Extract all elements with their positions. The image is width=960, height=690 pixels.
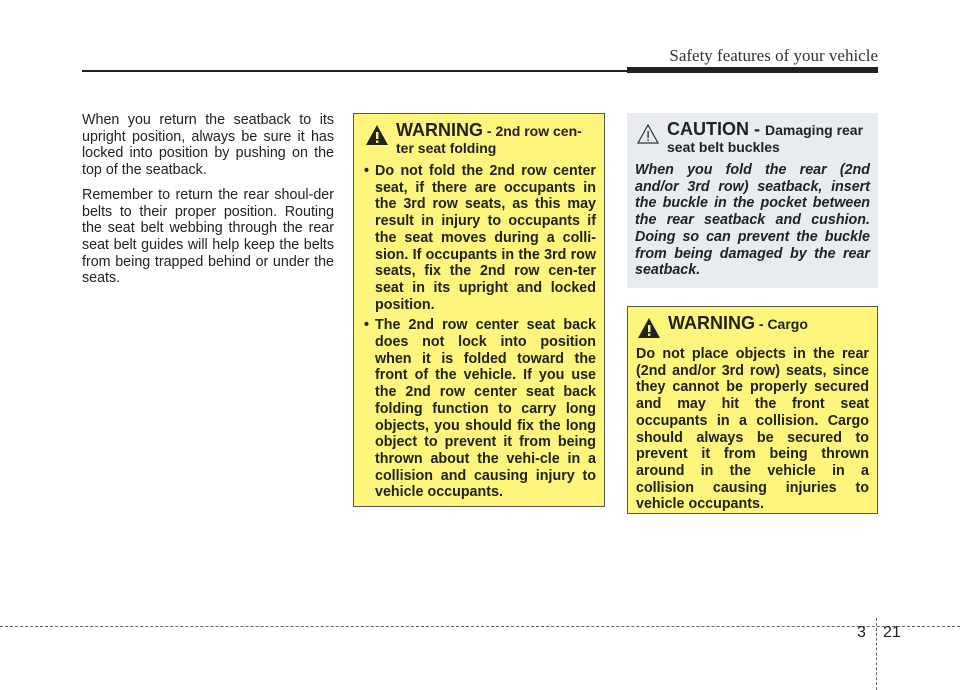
warning-heading [396,122,596,157]
caution-label: CAUTION - [667,119,765,139]
warning-label: WARNING [668,313,755,333]
warning-subtitle: - 2nd row cen-ter seat folding [396,123,582,156]
body-paragraph: When you return the seatback to its upright position, always be sure it has locked into position by pushing on the top of the seatback. [82,112,334,179]
warning-cargo-box [627,306,878,514]
section-number: 3 [857,624,866,641]
caution-header [635,121,870,156]
caution-buckles-box [627,113,878,288]
warning-bullet-list [364,163,596,501]
caution-triangle-icon [635,122,661,146]
caution-text: When you fold the rear (2nd and/or 3rd row) seatback, insert the buckle in the pocket between the rear seatback and cushion. Doing so can prevent the buckle from being damaged by the rear seatback. [635,162,870,279]
section-title: Safety features of your vehicle [669,46,878,65]
warning-heading [668,315,808,333]
body-paragraph: Remember to return the rear shoul-der belts to their proper position. Routing the seat belt webbing through the rear seat belt guides will help keep the belts from being trapped behind or under the seats. [82,186,334,287]
footer-rule [0,626,960,627]
warning-header [364,122,596,157]
warning-subtitle: - Cargo [755,316,808,332]
list-item: • The 2nd row center seat back does not lock into position when it is folded toward the front of the vehicle. If you use the 2nd row center seat back folding function to carry long objects, you should fix the long object to prevent it from being thrown about the vehi-cle in a collision and causing injury to vehicle occupants. [364,317,596,501]
footer-divider [876,618,877,690]
header-rule [82,70,627,72]
list-item: • Do not fold the 2nd row center seat, if there are occupants in the 3rd row seats, as this may result in injury to occupants if the seat moves during a colli-sion. If occupants in the 3rd row seats, fix the 2nd row cen-ter seat in its upright and locked position. [364,163,596,313]
bullet-text: The 2nd row center seat back does not lock into position when it is folded toward the front of the vehicle. If you use the 2nd row center seat back folding function to carry long objects, you should fix the long object to prevent it from being thrown about the vehi-cle in a collision and causing injury to vehicle occupants. [375,317,596,501]
caution-subtitle: Damaging rear seat belt buckles [667,122,864,155]
header-rule-accent [627,67,878,73]
warning-triangle-icon [636,316,662,340]
bullet-text: Do not fold the 2nd row center seat, if there are occupants in the 3rd row seats, as this may result in injury to occupants if the seat moves during a colli-sion. If occupants in the 3rd row seats, fix the 2nd row cen-ter seat in its upright and locked position. [375,163,596,313]
page-number: 21 [883,624,901,641]
warning-center-seat-box [353,113,605,507]
warning-header [636,315,869,340]
warning-triangle-icon [364,123,390,147]
warning-text: Do not place objects in the rear (2nd and/or 3rd row) seats, since they cannot be properly secured and may hit the front seat occupants in a collision. Cargo should always be secured to prevent it from being thrown around in the vehicle in a collision causing injuries to vehicle occupants. [636,346,869,513]
body-column [82,112,334,295]
caution-heading [667,121,870,156]
warning-label: WARNING [396,120,483,140]
